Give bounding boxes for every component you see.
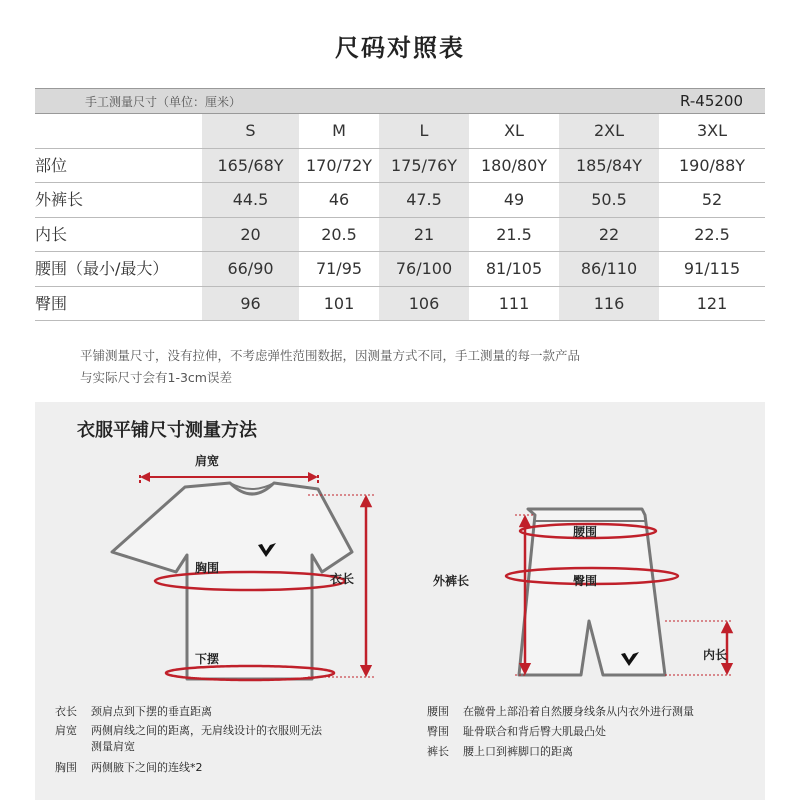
shoulder-label: 肩宽 [195,454,220,468]
table-cell: 20.5 [321,224,357,244]
shirt-desc-shoulder: 肩宽 两侧肩线之间的距离，无肩线设计的衣服则无法 [55,724,322,737]
unit-note: 手工测量尺寸（单位：厘米） [85,95,242,109]
method-title: 衣服平铺尺寸测量方法 [77,420,257,441]
table-cell: 101 [323,293,355,313]
shorts-desc-hip: 臀围 耻骨联合和背后臀大肌最凸处 [427,725,606,738]
table-cell: 180/80Y [480,155,548,175]
table-row [35,183,765,218]
note-line-1: 平铺测量尺寸，没有拉伸，不考虑弹性范围数据，因测量方式不同，手工测量的每一款产品 [80,348,581,363]
measurement-note [80,345,760,389]
row-label: 臀围 [35,293,68,313]
table-cell: 21.5 [496,224,532,244]
corner-cell [35,114,202,148]
table-cell: 175/76Y [379,149,469,183]
table-row [35,149,765,184]
outer-length-label: 外裤长 [433,574,470,588]
table-cell: 165/68Y [202,149,299,183]
shirt-desc-chest: 胸围 两侧腋下之间的连线*2 [55,761,203,774]
size-2xl: 2XL [559,114,659,148]
table-cell: 81/105 [485,259,543,278]
row-label: 腰围（最小/最大） [35,259,169,278]
table-cell: 21 [379,218,469,252]
table-row [35,287,765,322]
table-cell: 116 [559,287,659,321]
table-cell: 49 [503,190,525,209]
shirt-desc-length: 衣长 颈肩点到下摆的垂直距离 [55,705,212,718]
hem-label: 下摆 [195,652,220,666]
inner-length-label: 内长 [703,648,728,662]
table-cell: 170/72Y [305,155,373,175]
tshirt-outline [112,483,355,679]
size-l: L [379,114,469,148]
chest-label: 胸围 [195,561,220,575]
shorts-desc-length: 裤长 腰上口到裤脚口的距离 [427,745,573,758]
table-cell: 46 [328,190,350,209]
product-code: R-45200 [680,92,743,110]
table-cell: 66/90 [202,252,299,286]
table-cell: 185/84Y [559,149,659,183]
size-s: S [202,114,299,148]
table-row [35,252,765,287]
row-label: 内长 [35,224,68,244]
table-cell: 111 [498,293,530,313]
waist-label: 腰围 [573,525,598,539]
length-label: 衣长 [330,572,355,586]
table-cell: 71/95 [315,259,363,278]
table-cell: 190/88Y [678,155,746,175]
note-line-2: 与实际尺寸会有1-3cm误差 [80,370,232,385]
table-cell: 52 [701,190,723,209]
table-cell: 86/110 [559,252,659,286]
size-table [35,88,765,321]
size-m: M [332,121,346,140]
table-cell: 20 [202,218,299,252]
measurement-method-panel [35,402,765,800]
table-cell: 22 [559,218,659,252]
page-title: 尺码对照表 [335,34,465,62]
table-row [35,218,765,253]
size-3xl: 3XL [696,121,728,140]
table-cell: 22.5 [694,224,730,244]
size-header-row [35,114,765,149]
table-cell: 47.5 [379,183,469,217]
row-label: 部位 [35,155,68,175]
table-cell: 50.5 [559,183,659,217]
shorts-desc-waist: 腰围 在髋骨上部沿着自然腰身线条从内衣外进行测量 [427,705,694,718]
table-cell: 44.5 [202,183,299,217]
shirt-desc-shoulder-cont: 测量肩宽 [91,740,135,753]
table-cell: 76/100 [379,252,469,286]
table-cell: 96 [202,287,299,321]
tshirt-diagram [90,447,430,747]
table-cell: 91/115 [683,259,741,278]
table-header-bar [35,88,765,114]
table-cell: 106 [379,287,469,321]
table-cell: 121 [696,293,728,313]
row-label: 外裤长 [35,190,84,209]
size-xl: XL [504,121,524,140]
hip-label: 臀围 [573,574,598,588]
